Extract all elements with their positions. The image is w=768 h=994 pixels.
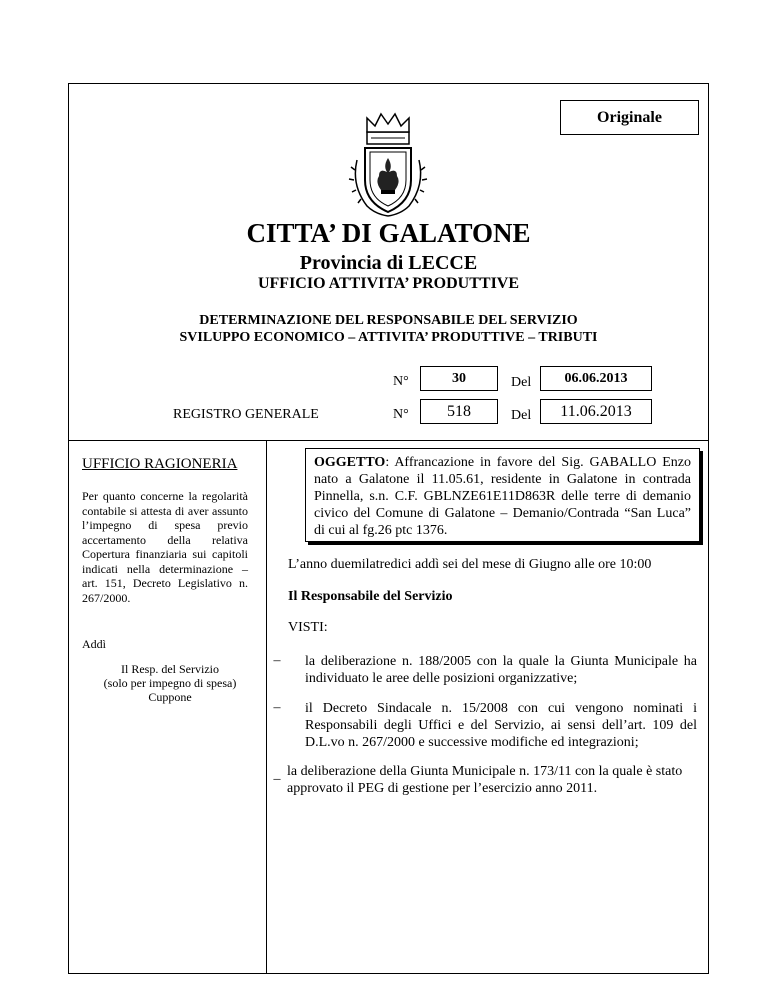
registro-date: 11.06.2013	[540, 399, 652, 424]
visti-heading: VISTI:	[288, 620, 328, 635]
determination-date: 06.06.2013	[540, 366, 652, 391]
oggetto-label: OGGETTO	[314, 455, 386, 470]
ragioneria-text: Per quanto concerne la regolarità contabile si attesta di aver assunto l’impegno di spesa previo accertamento della relativa Copertura finanziaria sui capitoli indicati nella determinazione – art. 151, Decreto Legislativo n. 267/2000.	[82, 489, 248, 605]
oggetto-text: : Affrancazione in favore del Sig. GABALLO Enzo nato a Galatone il 11.05.61, residente in Galatone in contrada Pinnella, s.n. C.F. GBLNZE61E11D863R delle terre di demanio civico del Comune di Galatone – Demanio/Contrada “San Luca” di cui al fg.26 ptc 1376.	[314, 455, 691, 538]
resp-line-2: (solo per impegno di spesa)	[103, 676, 237, 690]
item-dash: _	[273, 767, 281, 782]
oggetto-box	[305, 448, 700, 542]
number-label-2: N°	[393, 407, 409, 422]
responsabile-heading: Il Responsabile del Servizio	[288, 589, 453, 604]
addi-label: Addì	[82, 637, 106, 651]
registro-generale-label: REGISTRO GENERALE	[173, 407, 319, 422]
responsabile-signature-block	[90, 662, 250, 704]
item-text: la deliberazione n. 188/2005 con la quale la Giunta Municipale ha individuato le aree delle posizioni organizzative;	[305, 654, 697, 686]
date-label-2: Del	[511, 408, 532, 423]
province-name: Provincia di LECCE	[299, 252, 478, 274]
office-name: UFFICIO ATTIVITA’ PRODUTTIVE	[257, 275, 520, 292]
city-crest-emblem	[345, 110, 431, 220]
number-label-1: N°	[393, 374, 409, 389]
resp-name: Cuppone	[148, 690, 192, 704]
resp-line-1: Il Resp. del Servizio	[121, 662, 219, 676]
ragioneria-title: UFFICIO RAGIONERIA	[82, 456, 238, 472]
determination-line-2: SVILUPPO ECONOMICO – ATTIVITA’ PRODUTTIVE – TRIBUTI	[179, 330, 598, 345]
item-text: il Decreto Sindacale n. 15/2008 con cui vengono nominati i Responsabili degli Uffici e del Servizio, ai sensi dell’art. 109 del D.L.vo n. 267/2000 e successive modifiche ed integrazioni;	[305, 701, 697, 750]
registro-number: 518	[420, 399, 498, 424]
determination-line-1: DETERMINAZIONE DEL RESPONSABILE DEL SERVIZIO	[199, 313, 578, 328]
date-label-1: Del	[511, 375, 532, 390]
item-dash: –	[273, 653, 281, 668]
section-divider	[68, 440, 709, 441]
original-label: Originale	[560, 100, 699, 135]
city-title: CITTA’ DI GALATONE	[246, 218, 531, 248]
item-dash: –	[273, 700, 281, 715]
item-text: la deliberazione della Giunta Municipale n. 173/11 con la quale è stato approvato il PEG di gestione per l’esercizio anno 2011.	[287, 764, 683, 796]
date-statement: L’anno duemilatredici addì sei del mese di Giugno alle ore 10:00	[288, 557, 652, 572]
determination-number: 30	[420, 366, 498, 391]
